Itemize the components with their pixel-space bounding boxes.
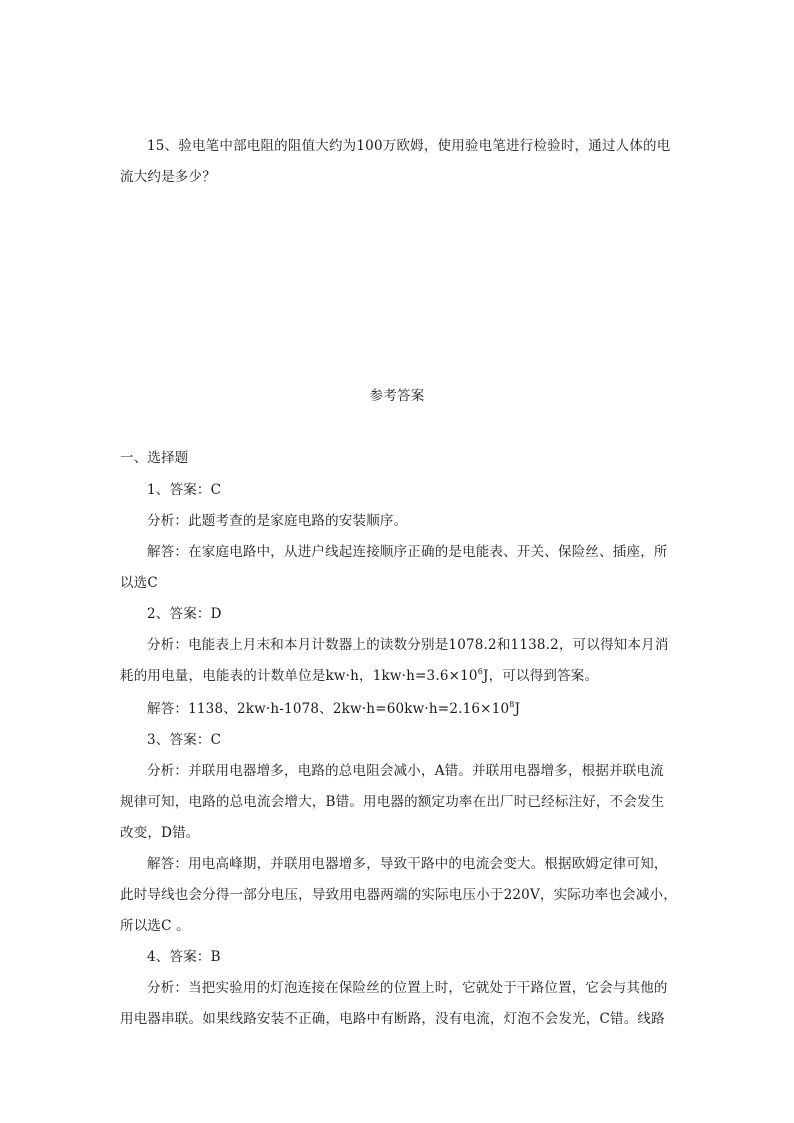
- answer-4-analysis-line-1: 分析：当把实验用的灯泡连接在保险丝的位置上时，它就处于干路位置，它会与其他的: [147, 980, 668, 996]
- analysis-2-exponent: 6: [477, 667, 483, 676]
- answer-1-label: 1、答案：C: [147, 482, 222, 498]
- answer-3-solution-line-1: 解答：用电高峰期，并联用电器增多，导致干路中的电流会变大。根据欧姆定律可知，: [147, 856, 668, 872]
- answer-2-label: 2、答案：D: [147, 606, 222, 622]
- answer-3-analysis-line-1: 分析：并联用电器增多，电路的总电阻会减小，A错。并联用电器增多，根据并联电流: [147, 763, 664, 779]
- solution-2-text-b: J: [514, 701, 521, 717]
- answer-1-solution-line-2: 以选C: [120, 575, 158, 591]
- solution-2-text-a: 解答：1138、2kw·h-1078、2kw·h=60kw·h=2.16×10: [147, 701, 510, 717]
- answer-1-solution-line-1: 解答：在家庭电路中，从进户线起连接顺序正确的是电能表、开关、保险丝、插座，所: [147, 544, 668, 560]
- answer-3-solution-line-3: 所以选C 。: [120, 918, 190, 934]
- answer-2-analysis-line-1: 分析：电能表上月末和本月计数器上的读数分别是1078.2和1138.2，可以得知本月消: [147, 637, 669, 653]
- answer-3-label: 3、答案：C: [147, 732, 222, 748]
- answer-3-solution-line-2: 此时导线也会分得一部分电压，导致用电器两端的实际电压小于220V，实际功率也会减小，: [120, 887, 677, 903]
- answers-title: 参考答案: [369, 388, 425, 404]
- answer-3-analysis-line-3: 改变，D错。: [120, 825, 200, 841]
- analysis-2-text-b: J，可以得到答案。: [483, 668, 599, 684]
- analysis-2-text-a: 耗的用电量，电能表的计数单位是kw·h，1kw·h=3.6×10: [120, 668, 478, 684]
- solution-2-exponent: 8: [509, 700, 515, 709]
- answer-4-label: 4、答案：B: [147, 949, 221, 965]
- answer-4-analysis-line-2: 用电器串联。如果线路安装不正确，电路中有断路，没有电流，灯泡不会发光，C错。线路: [120, 1011, 665, 1027]
- answer-2-analysis-line-2: [120, 664, 598, 684]
- section-1-title: 一、选择题: [120, 450, 189, 466]
- question-15-line-1: 15、验电笔中部电阻的阻值大约为100万欧姆，使用验电笔进行检验时，通过人体的电: [147, 138, 671, 154]
- answer-2-solution: [147, 697, 520, 717]
- question-15-line-2: 流大约是多少？: [120, 169, 216, 185]
- answer-1-analysis: 分析：此题考查的是家庭电路的安装顺序。: [147, 513, 408, 529]
- answer-3-analysis-line-2: 规律可知，电路的总电流会增大，B错。用电器的额定功率在出厂时已经标注好，不会发生: [120, 794, 665, 810]
